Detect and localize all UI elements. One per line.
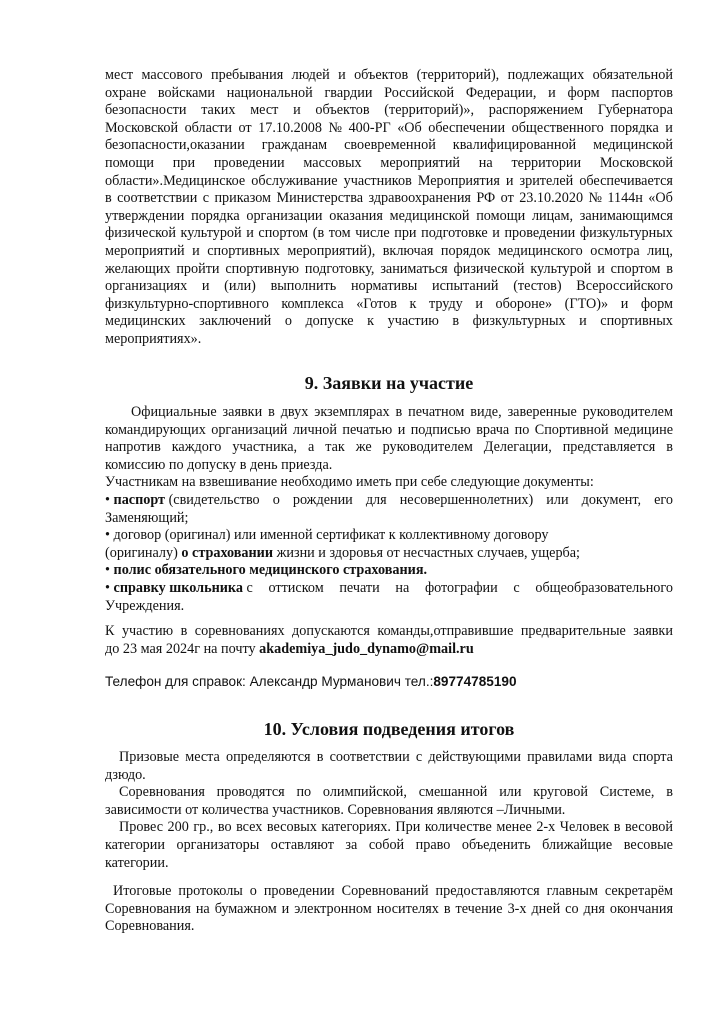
bullet-contract-line2 <box>105 545 673 563</box>
bullet-bold-label: справку школьника <box>113 579 243 596</box>
bullet-bold-label: о страховании <box>181 544 274 561</box>
paragraph-line: физкультурно-спортивного комплекса «Готов к труду и обороне» (ГТО)» и форм <box>105 295 673 312</box>
paragraph-line: дзюдо. <box>105 766 146 783</box>
paragraph-line: организациях и (или) выполнить нормативы испытаний (тестов) Всероссийского <box>105 278 673 295</box>
bullet-marker: • справку школьника <box>105 579 243 596</box>
paragraph-line: Заменяющий; <box>105 509 189 526</box>
paragraph-line: охране войсками национальной гвардии Российской Федерации, и форм паспортов <box>105 84 673 101</box>
paragraph-line: зависимости от количества участников. Соревнования являются –Личными. <box>105 801 566 818</box>
email-link[interactable]: akademiya_judo_dynamo@mail.ru <box>259 640 474 657</box>
paragraph-line: Московской области от 17.10.2008 № 400-РГ «Об обеспечении общественного порядка и <box>105 119 673 136</box>
bullet-bold-label: полис обязательного медицинского страхования. <box>113 562 428 579</box>
paragraph-line: Призовые места определяются в соответствии с действующими правилами вида спорта <box>119 749 673 765</box>
paragraph-line: мероприятиях». <box>105 330 202 347</box>
bullet-school <box>105 580 673 598</box>
paragraph-line: в соответствии с приказом Министерства здравоохранения РФ от 23.10.2020 № 1144н «Об <box>105 190 673 207</box>
paragraph-line: безопасности таких мест и объектов (территорий)», распоряжением Губернатора <box>105 102 673 119</box>
bullet-passport <box>105 492 673 510</box>
paragraph-line: мероприятий и спортивных мероприятий), включая порядок медицинского осмотра лиц, <box>105 242 673 259</box>
phone-line <box>105 673 673 691</box>
section-10-title: 10. Условия подведения итогов <box>263 719 515 739</box>
paragraph-line: Соревнования проводятся по олимпийской, смешанной или круговой Системе, в <box>119 784 673 801</box>
admission-email-line <box>105 641 673 659</box>
paragraph-line: Соревнования. <box>105 918 195 935</box>
paragraph-line: командирующих организаций личной печатью и подписью врача по Спортивной медицине <box>105 421 673 438</box>
paragraph-line: категории организаторы оставляют за собой право объеденить ближайщие весовые <box>105 836 673 853</box>
bullet-text: с оттиском печати на фотографии с общеобразовательного <box>246 579 673 596</box>
paragraph-text: до 23 мая 2024г на почту <box>105 640 256 657</box>
paragraph-line: К участию в соревнованиях допускаются команды,отправившие предварительные заявки <box>105 623 673 639</box>
section-9-title: 9. Заявки на участие <box>304 373 474 393</box>
paragraph-line: комиссию по допуску в день приезда. <box>105 456 333 473</box>
top-paragraph <box>105 67 673 349</box>
bullet-marker: • паспорт <box>105 491 166 508</box>
paragraph-line: области».Медицинское обслуживание участников Мероприятия и зрителей обеспечивается <box>105 172 673 189</box>
phone-number: 89774785190 <box>433 674 517 689</box>
section-10-body <box>105 749 673 872</box>
paragraph-line: категории. <box>105 854 169 871</box>
paragraph-line: Итоговые протоколы о проведении Соревнований предоставляются главным секретарём <box>113 883 673 899</box>
paragraph-line: Учреждения. <box>105 597 185 614</box>
bullet-bold-label: паспорт <box>113 491 166 508</box>
paragraph-line: Официальные заявки в двух экземплярах в печатном виде, заверенные руководителем <box>131 404 673 420</box>
bullet-insurance: • полис обязательного медицинского страхования. <box>105 562 428 579</box>
paragraph-line: желающих пройти спортивную подготовку, заниматься физической культурой и спортом в <box>105 260 673 277</box>
bullet-text: (свидетельство о рождении для несовершеннолетних) или документ, его <box>168 491 673 508</box>
paragraph-line: помощи при проведении массовых мероприятий на территории Московской <box>105 154 673 171</box>
paragraph-line: физической культурой и спортом (в том числе при подготовке и проведении физкультурных <box>105 225 673 242</box>
admission-block <box>105 623 673 658</box>
bullet-text: (оригиналу) <box>105 544 178 561</box>
bullet-text: жизни и здоровья от несчастных случаев, ущерба; <box>276 544 581 561</box>
phone-label: Телефон для справок: Александр Мурманович тел.: <box>105 674 434 689</box>
section-9-body <box>105 404 673 615</box>
section-10-protocols <box>105 883 673 936</box>
paragraph-line: напротив каждого участника, а так же руководителем Делегации, представляется в <box>105 439 673 456</box>
paragraph-line: безопасности,оказании гражданам своевременной квалифицированной медицинской <box>105 137 673 154</box>
phone-block <box>105 673 673 691</box>
paragraph-line: Соревнования на бумажном и электронном носителях в течение 3-х дней со дня окончания <box>105 900 673 917</box>
docs-heading: Участникам на взвешивание необходимо иметь при себе следующие документы: <box>105 474 594 491</box>
paragraph-line: Провес 200 гр., во всех весовых категориях. При количестве менее 2-х Человек в весовой <box>119 819 673 836</box>
paragraph-line: утверждении порядка организации оказания медицинской помощи лицам, занимающимся <box>105 207 673 224</box>
paragraph-line: медицинских заключений о допуске к участию в физкультурных и спортивных <box>105 313 673 330</box>
paragraph-line: мест массового пребывания людей и объектов (территорий), подлежащих обязательной <box>105 67 673 83</box>
bullet-contract: • договор (оригинал) или именной сертификат к коллективному договору <box>105 527 549 544</box>
